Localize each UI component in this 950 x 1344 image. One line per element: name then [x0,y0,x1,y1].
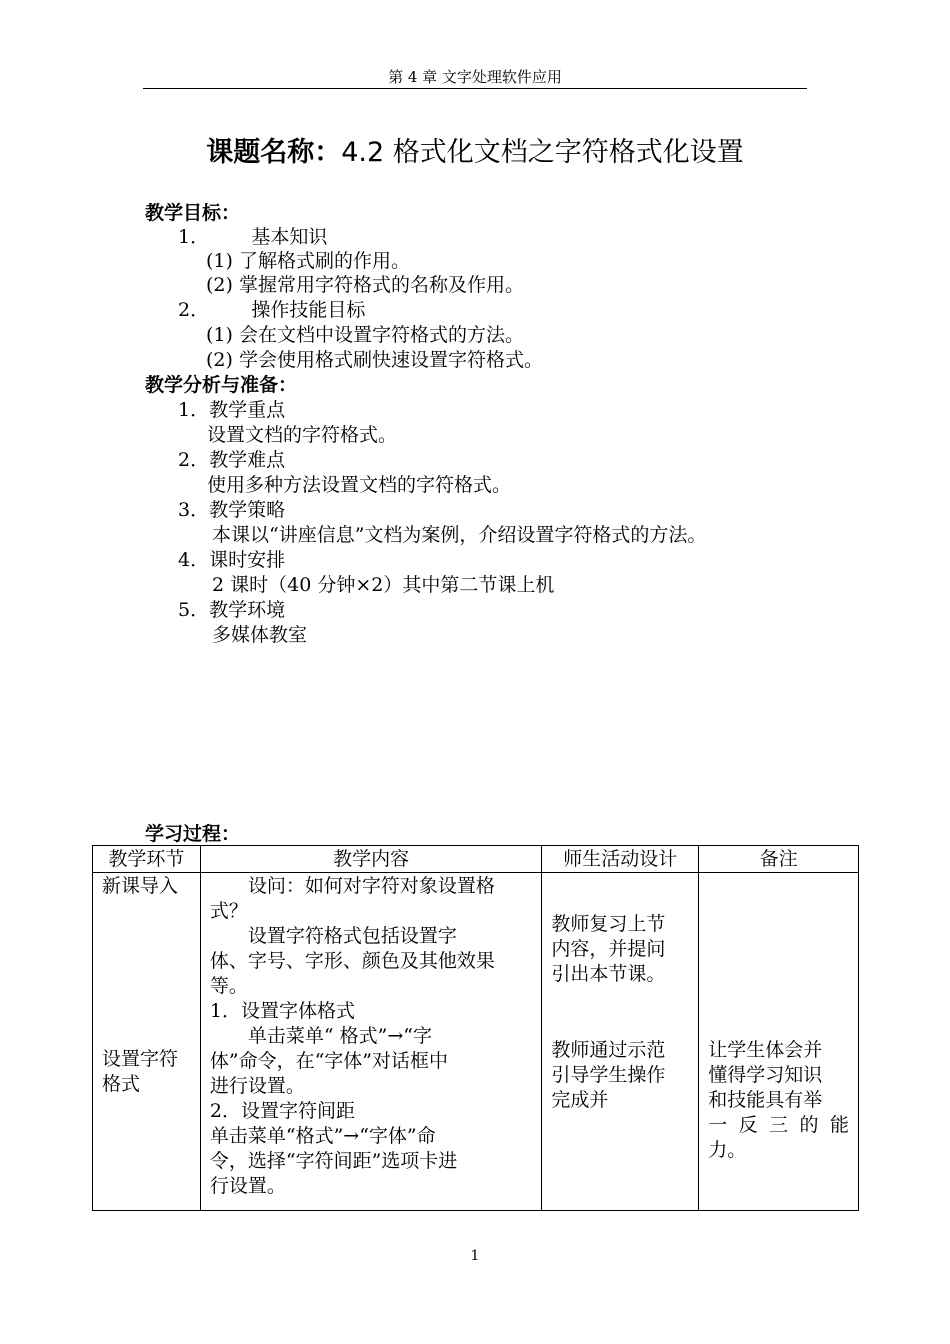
activity-cell [542,873,699,1211]
analysis-heading: 教学分析与准备： [145,374,298,396]
analysis-item: 4．课时安排 [178,549,286,571]
analysis-item: 2 课时（40 分钟×2）其中第二节课上机 [212,574,555,596]
header-rule [143,88,807,89]
activity-line: 内容，并提问 [551,938,666,960]
column-header: 备注 [699,846,859,873]
content-line: 行设置。 [209,1175,286,1197]
content-line: 设置字符格式包括设置字 [247,925,457,947]
content-line: 等。 [209,975,248,997]
remark-line: 懂得学习知识 [708,1064,823,1086]
content-line: 式？ [209,900,248,922]
objective-item: (2) 学会使用格式刷快速设置字符格式。 [206,349,543,371]
remark-line: 一 反 三 的 能 [708,1114,849,1136]
analysis-item: 3．教学策略 [178,499,286,521]
title-label: 课题名称： [206,137,342,168]
column-header: 教学内容 [200,846,542,873]
activity-line: 引出本节课。 [551,963,666,985]
content-line: 令，选择“字符间距”选项卡进 [209,1150,458,1172]
analysis-item: 使用多种方法设置文档的字符格式。 [207,474,512,496]
page-title [0,130,950,169]
remark-cell [699,873,859,1211]
objective-item: (1) 会在文档中设置字符格式的方法。 [206,324,524,346]
analysis-item: 设置文档的字符格式。 [207,424,398,446]
stage-cell [93,873,201,1211]
content-line: 体、字号、字形、颜色及其他效果 [209,950,495,972]
process-heading: 学习过程： [145,823,241,845]
objectives-heading: 教学目标： [145,202,241,224]
stage-label: 设置字符 [102,1048,179,1070]
analysis-item: 本课以“讲座信息”文档为案例，介绍设置字符格式的方法。 [212,524,707,546]
activity-line: 引导学生操作 [551,1064,666,1086]
remark-line: 力。 [708,1139,747,1161]
content-line: 设问：如何对字符对象设置格 [247,875,495,897]
stage-label: 格式 [102,1073,141,1095]
objective-item: 2． 操作技能目标 [178,299,366,321]
content-cell [200,873,542,1211]
analysis-item: 5．教学环境 [178,599,286,621]
objective-item: 1． 基本知识 [178,226,328,248]
remark-line: 和技能具有举 [708,1089,823,1111]
activity-line: 教师通过示范 [551,1039,666,1061]
remark-line: 让学生体会并 [708,1039,823,1061]
analysis-item: 2．教学难点 [178,449,286,471]
running-header: 第 4 章 文字处理软件应用 [388,68,562,86]
activity-line: 完成并 [551,1089,609,1111]
content-line: 1．设置字体格式 [209,1000,355,1022]
title-text: 4.2 格式化文档之字符格式化设置 [341,137,744,168]
objective-item: (1) 了解格式刷的作用。 [206,250,410,272]
content-line: 体”命令，在“字体”对话框中 [209,1050,449,1072]
process-table [92,845,859,1211]
content-line: 进行设置。 [209,1075,305,1097]
column-header: 师生活动设计 [542,846,699,873]
table-row [93,873,859,1211]
stage-label: 新课导入 [102,875,179,897]
content-line: 单击菜单“格式”→“字体”命 [209,1125,436,1147]
page-number: 1 [470,1248,480,1264]
table-header-row [93,846,859,873]
objective-item: (2) 掌握常用字符格式的名称及作用。 [206,274,524,296]
content-line: 单击菜单“ 格式”→“字 [247,1025,432,1047]
content-line: 2．设置字符间距 [209,1100,355,1122]
column-header: 教学环节 [93,846,201,873]
analysis-item: 多媒体教室 [212,624,308,646]
analysis-item: 1．教学重点 [178,399,286,421]
activity-line: 教师复习上节 [551,913,666,935]
